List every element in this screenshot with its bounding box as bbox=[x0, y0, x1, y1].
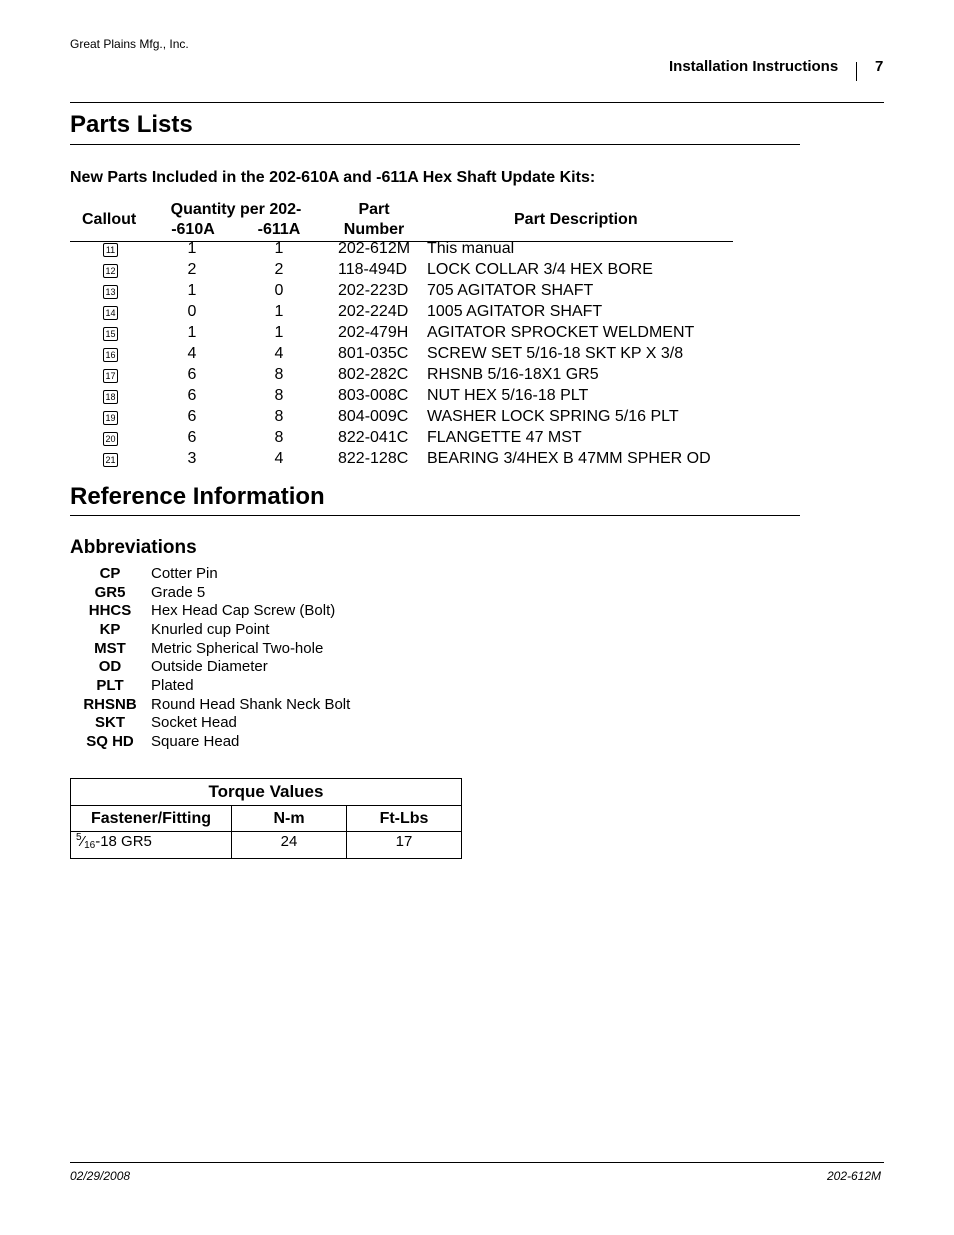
abbreviation-row bbox=[70, 677, 470, 696]
abbreviation-row bbox=[70, 584, 470, 603]
callout-badge: 14 bbox=[103, 306, 118, 320]
page-number: 7 bbox=[875, 58, 884, 75]
abbreviation-row bbox=[70, 565, 470, 584]
callout-badge: 13 bbox=[103, 285, 118, 299]
fastener-cell: $^5$⁄16-18 GR5 bbox=[71, 832, 232, 859]
abbreviation-row bbox=[70, 640, 470, 659]
qty-611a: 2 bbox=[274, 261, 284, 278]
table-row bbox=[70, 324, 770, 345]
qty-610a: 2 bbox=[187, 261, 197, 278]
table-row bbox=[70, 450, 770, 471]
qty-611a: 4 bbox=[274, 450, 284, 467]
qty-611a: 8 bbox=[274, 387, 284, 404]
callout-badge: 15 bbox=[103, 327, 118, 341]
qty-610a: 0 bbox=[187, 303, 197, 320]
part-description: SCREW SET 5/16-18 SKT KP X 3/8 bbox=[427, 345, 684, 362]
abbreviation-meaning: Socket Head bbox=[151, 714, 237, 731]
table-row bbox=[70, 303, 770, 324]
part-description: FLANGETTE 47 MST bbox=[427, 429, 582, 446]
footer-document-number: 202-612M bbox=[827, 1169, 882, 1183]
qty-611a: 8 bbox=[274, 429, 284, 446]
col-part-line2: Number bbox=[343, 221, 405, 238]
abbreviation-meaning: Grade 5 bbox=[151, 584, 206, 601]
header-separator bbox=[856, 62, 857, 81]
part-number: 804-009C bbox=[338, 408, 409, 425]
abbreviation-meaning: Metric Spherical Two-hole bbox=[151, 640, 324, 657]
qty-610a: 6 bbox=[187, 366, 197, 383]
qty-610a: 6 bbox=[187, 429, 197, 446]
table-row bbox=[70, 429, 770, 450]
qty-610a: 1 bbox=[187, 240, 197, 257]
abbreviation-row bbox=[70, 621, 470, 640]
qty-610a: 3 bbox=[187, 450, 197, 467]
table-row bbox=[70, 261, 770, 282]
torque-nm-value: 24 bbox=[232, 832, 347, 859]
footer-date: 02/29/2008 bbox=[70, 1169, 131, 1183]
col-nm: N-m bbox=[232, 806, 347, 832]
fastener-spec: -18 GR5 bbox=[95, 833, 152, 850]
qty-610a: 1 bbox=[187, 324, 197, 341]
part-number: 801-035C bbox=[338, 345, 409, 362]
parts-lists-heading: Parts Lists bbox=[70, 111, 193, 138]
abbreviation-meaning: Cotter Pin bbox=[151, 565, 218, 582]
col-part-line1: Part bbox=[358, 201, 390, 218]
callout-badge: 18 bbox=[103, 390, 118, 404]
qty-611a: 0 bbox=[274, 282, 284, 299]
kit-heading: New Parts Included in the 202-610A and -611A Hex Shaft Update Kits: bbox=[70, 169, 596, 186]
parts-heading-rule bbox=[70, 144, 800, 145]
qty-610a: 4 bbox=[187, 345, 197, 362]
reference-heading-rule bbox=[70, 515, 800, 516]
table-row bbox=[70, 408, 770, 429]
abbreviation: RHSNB bbox=[83, 696, 137, 713]
part-number: 802-282C bbox=[338, 366, 409, 383]
abbreviation: HHCS bbox=[88, 602, 132, 619]
footer-rule bbox=[70, 1162, 884, 1163]
abbreviation: KP bbox=[99, 621, 121, 638]
abbreviation: MST bbox=[94, 640, 126, 657]
qty-610a: 6 bbox=[187, 387, 197, 404]
col-qty-611a: -611A bbox=[257, 221, 301, 238]
part-description: LOCK COLLAR 3/4 HEX BORE bbox=[427, 261, 653, 278]
callout-badge: 12 bbox=[103, 264, 118, 278]
qty-611a: 1 bbox=[274, 303, 284, 320]
abbreviation-meaning: Square Head bbox=[151, 733, 240, 750]
abbreviations-heading: Abbreviations bbox=[70, 537, 197, 558]
reference-heading: Reference Information bbox=[70, 483, 325, 510]
part-description: AGITATOR SPROCKET WELDMENT bbox=[427, 324, 695, 341]
table-row bbox=[70, 282, 770, 303]
fraction-numerator: 5 bbox=[76, 832, 82, 843]
qty-610a: 1 bbox=[187, 282, 197, 299]
part-number: 202-479H bbox=[338, 324, 409, 341]
part-description: 1005 AGITATOR SHAFT bbox=[427, 303, 603, 320]
abbreviation: CP bbox=[99, 565, 121, 582]
part-description: RHSNB 5/16-18X1 GR5 bbox=[427, 366, 599, 383]
abbreviation: GR5 bbox=[94, 584, 126, 601]
table-row bbox=[70, 387, 770, 408]
callout-badge: 11 bbox=[103, 243, 118, 257]
qty-611a: 8 bbox=[274, 366, 284, 383]
col-description: Part Description bbox=[514, 211, 638, 228]
callout-badge: 20 bbox=[103, 432, 118, 446]
abbreviation-row bbox=[70, 733, 470, 752]
abbreviation-meaning: Hex Head Cap Screw (Bolt) bbox=[151, 602, 336, 619]
col-fastener: Fastener/Fitting bbox=[71, 806, 232, 832]
part-description: NUT HEX 5/16-18 PLT bbox=[427, 387, 589, 404]
table-row bbox=[70, 366, 770, 387]
part-description: 705 AGITATOR SHAFT bbox=[427, 282, 594, 299]
header-rule bbox=[70, 102, 884, 103]
callout-badge: 16 bbox=[103, 348, 118, 362]
callout-badge: 17 bbox=[103, 369, 118, 383]
torque-ftlbs-value: 17 bbox=[347, 832, 462, 859]
abbreviation-meaning: Outside Diameter bbox=[151, 658, 268, 675]
qty-611a: 4 bbox=[274, 345, 284, 362]
fraction-denominator: 16 bbox=[84, 840, 96, 851]
table-row bbox=[71, 832, 462, 859]
part-description: WASHER LOCK SPRING 5/16 PLT bbox=[427, 408, 679, 425]
table-row bbox=[70, 240, 770, 261]
col-quantity: Quantity per 202- bbox=[170, 201, 302, 218]
callout-badge: 19 bbox=[103, 411, 118, 425]
abbreviation: PLT bbox=[96, 677, 124, 694]
part-number: 202-224D bbox=[338, 303, 409, 320]
abbreviation-row bbox=[70, 714, 470, 733]
abbreviation: SQ HD bbox=[86, 733, 134, 750]
part-number: 803-008C bbox=[338, 387, 409, 404]
part-number: 118-494D bbox=[338, 261, 408, 278]
abbreviation-row bbox=[70, 658, 470, 677]
col-ftlbs: Ft-Lbs bbox=[347, 806, 462, 832]
col-callout: Callout bbox=[82, 211, 137, 228]
qty-611a: 1 bbox=[274, 324, 284, 341]
company-name: Great Plains Mfg., Inc. bbox=[70, 37, 189, 51]
part-number: 202-223D bbox=[338, 282, 409, 299]
section-title: Installation Instructions bbox=[669, 58, 839, 75]
torque-values-table bbox=[70, 778, 462, 859]
part-number: 202-612M bbox=[338, 240, 411, 257]
abbreviation-row bbox=[70, 696, 470, 715]
qty-610a: 6 bbox=[187, 408, 197, 425]
part-number: 822-128C bbox=[338, 450, 409, 467]
abbreviation-meaning: Round Head Shank Neck Bolt bbox=[151, 696, 351, 713]
qty-611a: 8 bbox=[274, 408, 284, 425]
col-qty-610a: -610A bbox=[171, 221, 215, 238]
callout-badge: 21 bbox=[103, 453, 118, 467]
abbreviation-meaning: Knurled cup Point bbox=[151, 621, 270, 638]
table-row bbox=[70, 345, 770, 366]
torque-table-title: Torque Values bbox=[71, 779, 462, 806]
part-number: 822-041C bbox=[338, 429, 409, 446]
abbreviation-meaning: Plated bbox=[151, 677, 194, 694]
part-description: This manual bbox=[427, 240, 515, 257]
abbreviation: OD bbox=[98, 658, 122, 675]
abbreviation: SKT bbox=[95, 714, 125, 731]
qty-611a: 1 bbox=[274, 240, 284, 257]
part-description: BEARING 3/4HEX B 47MM SPHER OD bbox=[427, 450, 711, 467]
abbreviation-row bbox=[70, 602, 470, 621]
